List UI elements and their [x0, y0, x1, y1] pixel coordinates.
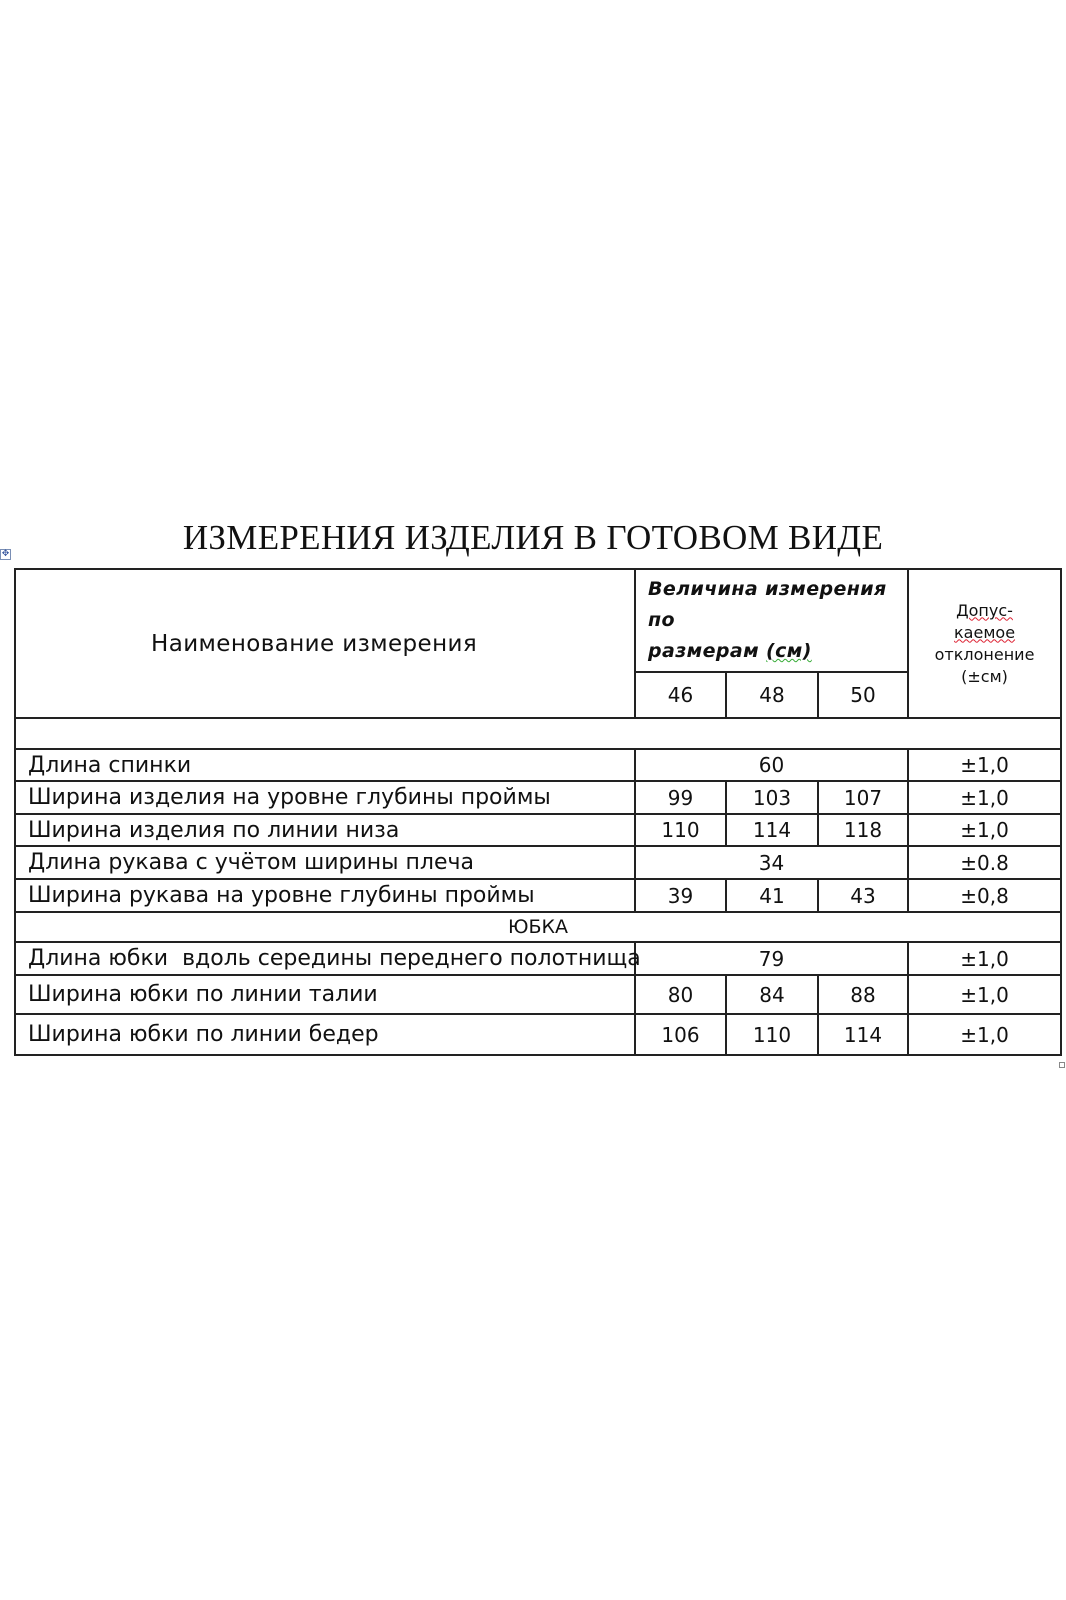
- header-value-cell: [635, 569, 908, 672]
- row-name: Ширина рукава на уровне глубины проймы: [15, 879, 635, 912]
- tolerance-line1: Допус-: [956, 600, 1013, 620]
- row-tolerance: ±0.8: [908, 846, 1061, 879]
- header-value-line2: размерам: [648, 640, 767, 662]
- empty-row: [15, 718, 1061, 749]
- row-value-48: 41: [726, 879, 818, 912]
- row-value-50: 114: [818, 1014, 908, 1055]
- row-value-46: 80: [635, 975, 726, 1014]
- row-name: Длина рукава с учётом ширины плеча: [15, 846, 635, 879]
- row-value-50: 118: [818, 814, 908, 846]
- header-value-line1: Величина измерения по: [648, 578, 887, 631]
- table-row: [15, 846, 1061, 879]
- tolerance-line2: каемое: [954, 622, 1016, 642]
- table-row: [15, 942, 1061, 975]
- row-tolerance: ±1,0: [908, 749, 1061, 781]
- section-row: [15, 912, 1061, 942]
- size-50: 50: [818, 672, 908, 718]
- row-name: Длина юбки вдоль середины переднего полотнища: [15, 942, 635, 975]
- row-value-46: 110: [635, 814, 726, 846]
- table-row: [15, 879, 1061, 912]
- row-name: Ширина юбки по линии бедер: [15, 1014, 635, 1055]
- header-tolerance-cell: [908, 569, 1061, 718]
- table-row: [15, 975, 1061, 1014]
- table-row: [15, 1014, 1061, 1055]
- row-span-value: 34: [635, 846, 908, 879]
- row-tolerance: ±1,0: [908, 942, 1061, 975]
- row-tolerance: ±1,0: [908, 814, 1061, 846]
- row-tolerance: ±1,0: [908, 1014, 1061, 1055]
- row-tolerance: ±1,0: [908, 781, 1061, 814]
- row-value-50: 88: [818, 975, 908, 1014]
- row-value-48: 110: [726, 1014, 818, 1055]
- row-value-48: 114: [726, 814, 818, 846]
- table-row: [15, 749, 1061, 781]
- section-label: ЮБКА: [15, 912, 1061, 942]
- measurements-table: [14, 568, 1062, 1056]
- row-name: Ширина изделия по линии низа: [15, 814, 635, 846]
- row-tolerance: ±0,8: [908, 879, 1061, 912]
- table-resize-icon[interactable]: [1059, 1062, 1065, 1068]
- tolerance-line3: отклонение: [934, 644, 1035, 664]
- header-name-cell: Наименование измерения: [15, 569, 635, 718]
- row-value-48: 84: [726, 975, 818, 1014]
- size-48: 48: [726, 672, 818, 718]
- row-tolerance: ±1,0: [908, 975, 1061, 1014]
- empty-cell: [15, 718, 1061, 749]
- row-span-value: 60: [635, 749, 908, 781]
- tolerance-line4: (±см): [961, 666, 1008, 686]
- row-name: Ширина юбки по линии талии: [15, 975, 635, 1014]
- header-value-unit: (см): [766, 640, 812, 662]
- row-name: Ширина изделия на уровне глубины проймы: [15, 781, 635, 814]
- document-title: ИЗМЕРЕНИЯ ИЗДЕЛИЯ В ГОТОВОМ ВИДЕ: [182, 518, 884, 557]
- table-move-icon[interactable]: ✥: [1, 549, 10, 559]
- table-row: [15, 814, 1061, 846]
- size-46: 46: [635, 672, 726, 718]
- row-value-46: 106: [635, 1014, 726, 1055]
- row-span-value: 79: [635, 942, 908, 975]
- row-value-48: 103: [726, 781, 818, 814]
- header-row: [15, 569, 1061, 672]
- row-value-50: 107: [818, 781, 908, 814]
- row-name: Длина спинки: [15, 749, 635, 781]
- row-value-50: 43: [818, 879, 908, 912]
- table-row: [15, 781, 1061, 814]
- row-value-46: 99: [635, 781, 726, 814]
- row-value-46: 39: [635, 879, 726, 912]
